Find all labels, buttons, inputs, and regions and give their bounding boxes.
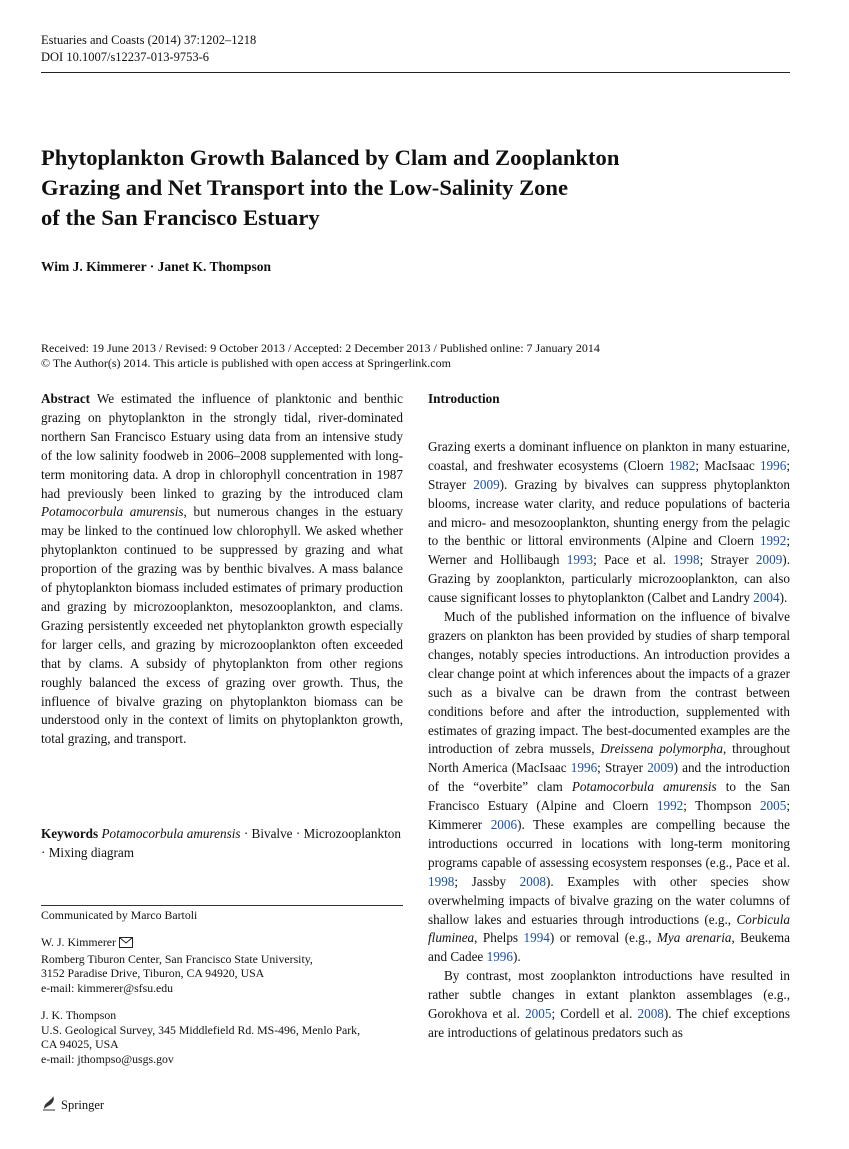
journal-citation [41, 32, 256, 66]
author-name-1: W. J. Kimmerer [41, 935, 116, 949]
title-line-1: Phytoplankton Growth Balanced by Clam and Zooplankton [41, 145, 620, 170]
abstract-paragraph: Abstract We estimated the influence of planktonic and benthic grazing on phytoplankton in the strongly tidal, river-dominated northern San Francisco Estuary using data from an intensive study of the low salinity foodweb in 2006–2008 supplemented with long-term monitoring data. A drop in chlorophyll concentration in 1987 had previously been linked to grazing by the introduced clam Potamocorbula amurensis, but numerous changes in the estuary may be linked to the continued low chlorophyll. We asked whether phytoplankton continued to be suppressed by grazing and what proportion of the grazing was by benthic bivalves. A mass balance of phytoplankton biomass included estimates of primary production and grazing by microzooplankton, mesozooplankton, and clams. Grazing persistently exceeded net phytoplankton growth especially for larger cells, and grazing by microzooplankton often exceeded that by clams. A subsidy of phytoplankton from other regions roughly balanced the excess of grazing over growth. Thus, the influence of bivalve grazing on phytoplankton biomass can be understood only in the context of limits on phytoplankton growth, total grazing, and transport. [41, 391, 403, 747]
article-title [41, 143, 781, 233]
citation-link[interactable]: 1996 [759, 457, 787, 473]
species-name: Dreissena polymorpha [600, 741, 723, 757]
keywords-section [41, 824, 403, 862]
envelope-icon [119, 937, 133, 952]
keywords-label: Keywords [41, 826, 99, 841]
citation-link[interactable]: 1992 [759, 533, 787, 549]
author-name-2: J. K. Thompson [41, 1008, 117, 1022]
species-name: Corbicula fluminea [428, 911, 790, 946]
keyword-species: Potamocorbula amurensis [101, 826, 241, 841]
intro-paragraph-3: By contrast, most zooplankton introductions have resulted in rather subtle changes in extant plankton assemblages (e.g., Gorokhova et al. 2005; Cordell et al. 2008). The chief exceptions are introductions of gelatinous predators such as [428, 968, 790, 1040]
history-dates: Received: 19 June 2013 / Revised: 9 October 2013 / Accepted: 2 December 2013 / Published online: 7 January 2014 [41, 341, 600, 355]
publisher-footer [41, 1095, 104, 1115]
author-list: Wim J. Kimmerer · Janet K. Thompson [41, 259, 272, 274]
email-link-2[interactable]: e-mail: jthompso@usgs.gov [41, 1051, 174, 1066]
abstract-section [41, 390, 403, 749]
article-history [41, 341, 600, 371]
citation-link[interactable]: 2006 [490, 817, 518, 833]
journal-line: Estuaries and Coasts (2014) 37:1202–1218 [41, 33, 257, 47]
springer-logo-icon [41, 1095, 57, 1115]
footnote-rule [41, 905, 403, 906]
citation-link[interactable]: 1998 [673, 552, 700, 568]
header-rule [41, 72, 790, 73]
abstract-label: Abstract [41, 391, 91, 406]
citation-link[interactable]: 1996 [486, 949, 513, 965]
introduction-section [428, 390, 790, 1043]
keyword-list: · Bivalve · Microzooplankton · Mixing diagram [41, 826, 401, 860]
citation-link[interactable]: 1996 [570, 760, 598, 776]
email-link-1[interactable]: e-mail: kimmerer@sfsu.edu [41, 980, 174, 995]
citation-link[interactable]: 1993 [566, 552, 594, 568]
citation-link[interactable]: 1998 [428, 873, 455, 889]
citation-link[interactable]: 2009 [647, 760, 674, 776]
intro-paragraph-2: Much of the published information on the influence of bivalve grazers on plankton has been provided by studies of sharp temporal changes, notably species introductions. An introduction provides a clear change point at which inferences about the impacts of a grazer such as a bivalve can be drawn from the contrast between conditions before and after the introduction, supplemented with estimates of grazing impact. The best-documented examples are the introduction of zebra mussels, Dreissena polymorpha, throughout North America (MacIsaac 1996; Strayer 2009) and the introduction of the “overbite” clam Potamocorbula amurensis to the San Francisco Estuary (Alpine and Cloern 1992; Thompson 2005; Kimmerer 2006). These examples are compelling because the introductions occurred in locations with long-term monitoring programs capable of assessing ecosystem responses (e.g., Pace et al. 1998; Jassby 2008). Examples with other species show overwhelming impacts of bivalve grazing on the water columns of shallow lakes and estuaries through introductions (e.g., Corbicula fluminea, Phelps 1994) or removal (e.g., Mya arenaria, Beukema and Cadee 1996). [428, 609, 791, 965]
species-name: Potamocorbula amurensis [41, 504, 184, 520]
citation-link[interactable]: 1982 [668, 457, 696, 473]
communicated-by: Communicated by Marco Bartoli [41, 908, 198, 922]
citation-link[interactable]: 1994 [523, 930, 550, 946]
citation-link[interactable]: 2005 [525, 1006, 552, 1022]
title-line-3: of the San Francisco Estuary [41, 205, 320, 230]
citation-link[interactable]: 2005 [759, 798, 787, 814]
citation-link[interactable]: 2008 [637, 1006, 664, 1022]
species-name: Potamocorbula amurensis [571, 779, 717, 795]
citation-link[interactable]: 2009 [755, 552, 783, 568]
section-heading: Introduction [428, 391, 500, 406]
citation-link[interactable]: 2008 [519, 873, 546, 889]
doi-line[interactable]: DOI 10.1007/s12237-013-9753-6 [41, 50, 210, 64]
author-affiliation-2: J. K. Thompson U.S. Geological Survey, 345 Middlefield Rd. MS-496, Menlo Park, CA 94025, USA e-mail: jthompso@usgs.gov [41, 1008, 403, 1066]
citation-link[interactable]: 2004 [753, 590, 780, 606]
title-line-2: Grazing and Net Transport into the Low-Salinity Zone [41, 175, 569, 200]
species-name: Mya arenaria [656, 930, 732, 946]
copyright-line: © The Author(s) 2014. This article is published with open access at Springerlink.com [41, 356, 451, 370]
citation-link[interactable]: 1992 [656, 798, 684, 814]
intro-paragraph-1: Grazing exerts a dominant influence on plankton in many estuarine, coastal, and freshwater ecosystems (Cloern 1982; MacIsaac 1996; Strayer 2009). Grazing by bivalves can suppress phytoplankton blooms, increase water clarity, and reduce populations of bacteria and micro- and mesozooplankton, shunting energy from the pelagic to the benthic or littoral environments (Alpine and Cloern 1992; Werner and Hollibaugh 1993; Pace et al. 1998; Strayer 2009). Grazing by zooplankton, particularly microzooplankton, can also cause significant losses to phytoplankton (Calbet and Landry 2004). [428, 438, 790, 606]
author-affiliation-1: W. J. Kimmerer Romberg Tiburon Center, San Francisco State University, 3152 Paradise Drive, Tiburon, CA 94920, USA e-mail: kimmerer@sfsu.edu [41, 935, 403, 995]
publisher-name: Springer [61, 1097, 105, 1112]
citation-link[interactable]: 2009 [473, 476, 500, 492]
